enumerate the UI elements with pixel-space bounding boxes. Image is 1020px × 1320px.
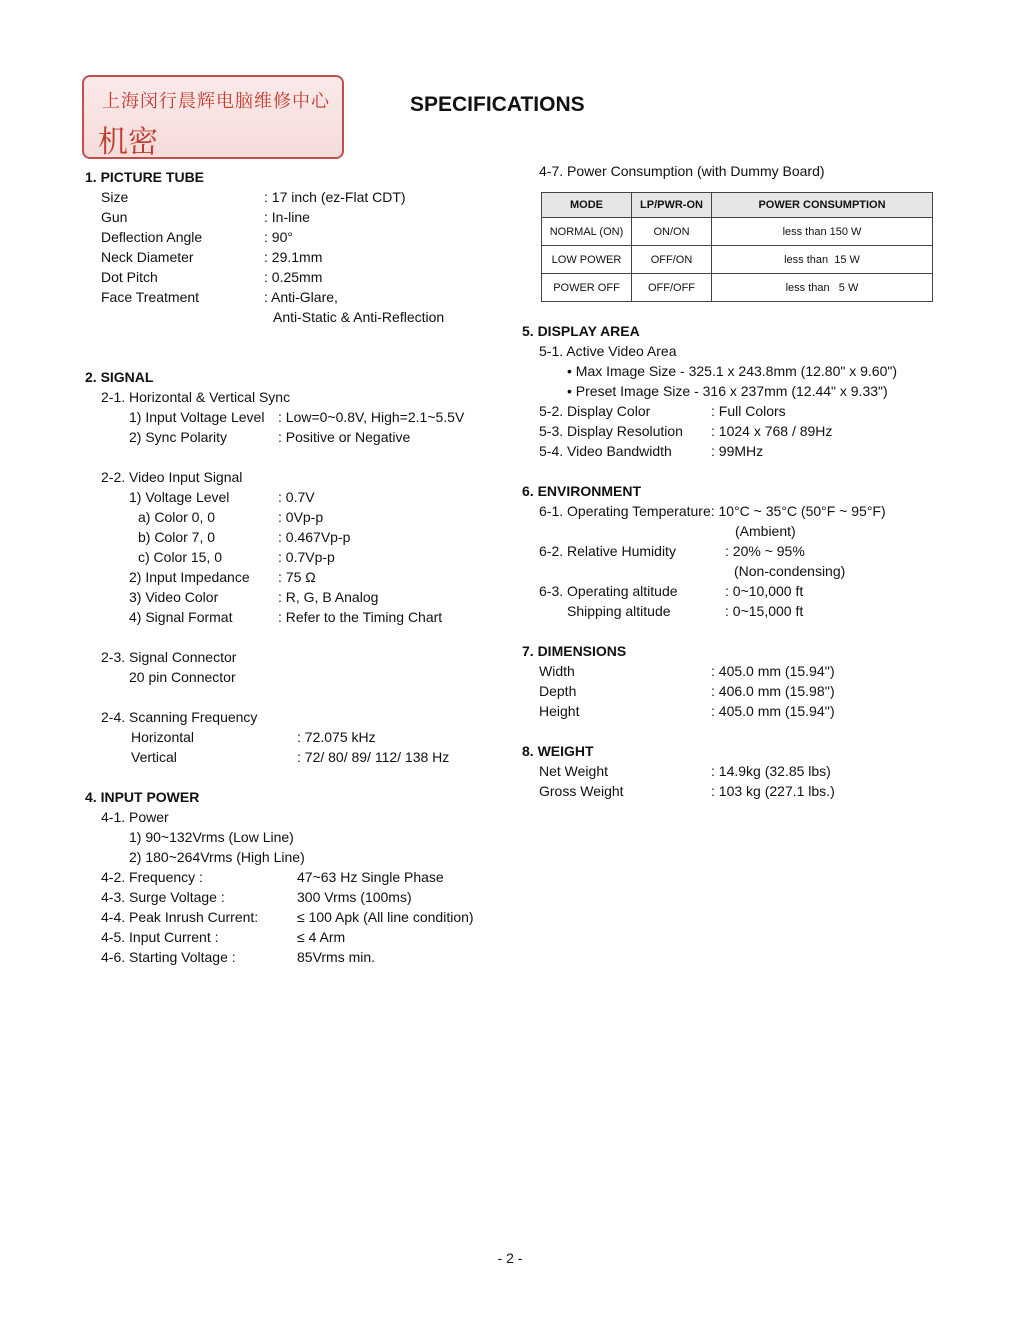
- section-environment-heading: 6. ENVIRONMENT: [522, 483, 642, 499]
- spec-value: : 17 inch (ez-Flat CDT): [264, 189, 406, 205]
- spec-label: 5-3. Display Resolution: [539, 423, 683, 439]
- column-header: MODE: [542, 193, 632, 218]
- spec-value: : 29.1mm: [264, 249, 323, 265]
- table-cell: NORMAL (ON): [542, 218, 632, 246]
- spec-value: : 0~10,000 ft: [725, 583, 804, 599]
- spec-label: 4-3. Surge Voltage :: [101, 889, 225, 905]
- spec-label: 4-5. Input Current :: [101, 929, 219, 945]
- spec-label: b) Color 7, 0: [138, 529, 216, 545]
- spec-note: (Ambient): [735, 523, 796, 539]
- spec-value: : 0.25mm: [264, 269, 323, 285]
- spec-label: 4-2. Frequency :: [101, 869, 203, 885]
- table-cell: POWER OFF: [542, 274, 632, 302]
- table-cell: OFF/ON: [632, 246, 712, 274]
- spec-value: : 0Vp-p: [278, 509, 324, 525]
- table-row: [542, 218, 933, 246]
- spec-value: : In-line: [264, 209, 310, 225]
- column-header: POWER CONSUMPTION: [712, 193, 933, 218]
- subsection-title: 2-4. Scanning Frequency: [101, 709, 258, 725]
- spec-value: : 20% ~ 95%: [725, 543, 805, 559]
- section-weight-heading: 8. WEIGHT: [522, 743, 594, 759]
- spec-label: Neck Diameter: [101, 249, 194, 265]
- spec-value: 20 pin Connector: [129, 669, 236, 685]
- spec-label: 1) Voltage Level: [129, 489, 230, 505]
- spec-line: 6-1. Operating Temperature: 10°C ~ 35°C (50°F ~ 95°F): [539, 503, 886, 519]
- spec-value: : 405.0 mm (15.94''): [711, 663, 835, 679]
- spec-value: : 75 Ω: [278, 569, 316, 585]
- table-cell: ON/ON: [632, 218, 712, 246]
- table-cell: less than 5 W: [712, 274, 933, 302]
- spec-value: : Anti-Glare,: [264, 289, 338, 305]
- page-number: - 2 -: [497, 1250, 523, 1266]
- spec-value: : R, G, B Analog: [278, 589, 379, 605]
- spec-label: Dot Pitch: [101, 269, 158, 285]
- spec-value: : 72/ 80/ 89/ 112/ 138 Hz: [297, 749, 450, 765]
- page-title: SPECIFICATIONS: [410, 93, 585, 116]
- spec-value: : Low=0~0.8V, High=2.1~5.5V: [278, 409, 465, 425]
- spec-label: Shipping altitude: [567, 603, 671, 619]
- spec-value: : 0.7V: [278, 489, 315, 505]
- spec-value: : Refer to the Timing Chart: [278, 609, 443, 625]
- spec-value: 1) 90~132Vrms (Low Line): [129, 829, 294, 845]
- spec-label: Vertical: [131, 749, 177, 765]
- table-cell: OFF/OFF: [632, 274, 712, 302]
- spec-value: : 405.0 mm (15.94''): [711, 703, 835, 719]
- spec-label: Size: [101, 189, 129, 205]
- subsection-title: 2-1. Horizontal & Vertical Sync: [101, 389, 291, 405]
- stamp-shop-name: 上海闵行晨辉电脑维修中心: [102, 91, 330, 112]
- spec-value: 47~63 Hz Single Phase: [297, 869, 444, 885]
- spec-label: 4-6. Starting Voltage :: [101, 949, 236, 965]
- spec-label: 5-4. Video Bandwidth: [539, 443, 672, 459]
- table-header-row: [542, 193, 933, 218]
- spec-value: : 14.9kg (32.85 lbs): [711, 763, 831, 779]
- spec-label: 4-4. Peak Inrush Current:: [101, 909, 259, 925]
- spec-label: a) Color 0, 0: [138, 509, 216, 525]
- spec-label: 2) Sync Polarity: [129, 429, 228, 445]
- spec-value: 300 Vrms (100ms): [297, 889, 412, 905]
- spec-label: 6-2. Relative Humidity: [539, 543, 676, 559]
- table-row: [542, 274, 933, 302]
- spec-note: (Non-condensing): [734, 563, 846, 579]
- section-display-area-heading: 5. DISPLAY AREA: [522, 323, 640, 339]
- spec-label: 1) Input Voltage Level: [129, 409, 265, 425]
- spec-label: c) Color 15, 0: [138, 549, 223, 565]
- spec-label: Gun: [101, 209, 128, 225]
- subsection-title: 4-1. Power: [101, 809, 169, 825]
- spec-label: Deflection Angle: [101, 229, 203, 245]
- section-dimensions-heading: 7. DIMENSIONS: [522, 643, 627, 659]
- power-consumption-table: [541, 192, 933, 302]
- spec-value: ≤ 4 Arm: [297, 929, 346, 945]
- spec-value: 2) 180~264Vrms (High Line): [129, 849, 305, 865]
- spec-label: Width: [539, 663, 575, 679]
- subsection-title: 2-2. Video Input Signal: [101, 469, 243, 485]
- spec-label: Horizontal: [131, 729, 195, 745]
- spec-value: : Full Colors: [711, 403, 786, 419]
- spec-value: : 90°: [264, 229, 293, 245]
- spec-value: ≤ 100 Apk (All line condition): [297, 909, 474, 925]
- spec-value-continued: Anti-Static & Anti-Reflection: [273, 309, 445, 325]
- section-input-power-heading: 4. INPUT POWER: [85, 789, 200, 805]
- subsection-title: 2-3. Signal Connector: [101, 649, 237, 665]
- power-consumption-title: 4-7. Power Consumption (with Dummy Board): [539, 163, 825, 179]
- spec-value: : 1024 x 768 / 89Hz: [711, 423, 833, 439]
- spec-value: : 103 kg (227.1 lbs.): [711, 783, 835, 799]
- section-picture-tube-heading: 1. PICTURE TUBE: [85, 169, 205, 185]
- spec-label: 5-2. Display Color: [539, 403, 651, 419]
- spec-value: : Positive or Negative: [278, 429, 411, 445]
- spec-value: : 0.7Vp-p: [278, 549, 335, 565]
- spec-label: Height: [539, 703, 580, 719]
- bullet-item: • Max Image Size - 325.1 x 243.8mm (12.80" x 9.60"): [567, 363, 897, 379]
- spec-label: Net Weight: [539, 763, 608, 779]
- bullet-item: • Preset Image Size - 316 x 237mm (12.44" x 9.33"): [567, 383, 888, 399]
- spec-value: : 0.467Vp-p: [278, 529, 351, 545]
- spec-value: : 0~15,000 ft: [725, 603, 804, 619]
- section-signal-heading: 2. SIGNAL: [85, 369, 154, 385]
- table-row: [542, 246, 933, 274]
- spec-label: Depth: [539, 683, 577, 699]
- spec-value: 85Vrms min.: [297, 949, 376, 965]
- spec-label: 4) Signal Format: [129, 609, 233, 625]
- spec-label: 2) Input Impedance: [129, 569, 250, 585]
- spec-label: Gross Weight: [539, 783, 624, 799]
- confidential-stamp: [82, 75, 344, 159]
- subsection-title: 5-1. Active Video Area: [539, 343, 677, 359]
- spec-label: Face Treatment: [101, 289, 200, 305]
- stamp-confidential-mark: 机密: [98, 125, 158, 160]
- table-cell: LOW POWER: [542, 246, 632, 274]
- spec-label: 6-3. Operating altitude: [539, 583, 678, 599]
- table-cell: less than 150 W: [712, 218, 933, 246]
- spec-value: : 72.075 kHz: [297, 729, 376, 745]
- column-header: LP/PWR-ON: [632, 193, 712, 218]
- spec-label: 3) Video Color: [129, 589, 219, 605]
- spec-value: : 406.0 mm (15.98''): [711, 683, 835, 699]
- table-cell: less than 15 W: [712, 246, 933, 274]
- spec-value: : 99MHz: [711, 443, 764, 459]
